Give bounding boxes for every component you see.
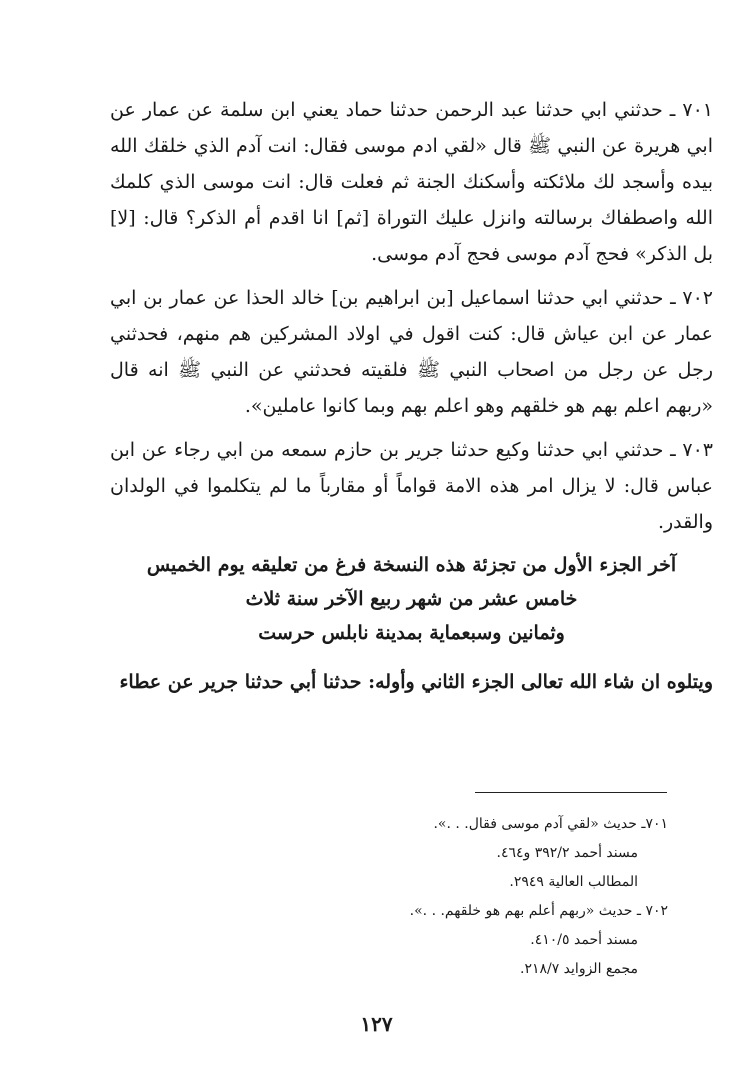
hadith-702: ٧٠٢ ـ حدثني ابي حدثنا اسماعيل [بن ابراهيم بن] خالد الحذا عن عمار بن ابي عمار عن ابن عياش قال: كنت اقول في اولاد المشركين هم منهم، فحدثني رجل عن رجل من اصحاب النبي ﷺ فلقيته فحدثني عن النبي ﷺ انه قال «ربهم اعلم بهم هو خلقهم وهو اعلم بهم وبما كانوا عاملين». <box>110 287 713 417</box>
colophon-line: خامس عشر من شهر ربيع الآخر سنة ثلاث <box>245 588 578 610</box>
footnotes <box>250 810 668 984</box>
colophon-line: وثمانين وسبعماية بمدينة نابلس حرست <box>258 622 565 644</box>
footnote-reference: المطالب العالية ٢٩٤٩. <box>509 874 638 890</box>
footnote-reference: مسند أحمد ٣٩٢/٢ و٤٦٤. <box>496 845 638 861</box>
footnote-heading: ٧٠١ـ حديث «لقي آدم موسى فقال. . .». <box>433 816 668 832</box>
page-number: ١٢٧ <box>360 1012 393 1036</box>
next-part-note: ويتلوه ان شاء الله تعالى الجزء الثاني وأوله: حدثنا أبي حدثنا جرير عن عطاء <box>119 671 713 693</box>
colophon-line: آخر الجزء الأول من تجزئة هذه النسخة فرغ من تعليقه يوم الخميس <box>146 554 677 576</box>
hadith-701: ٧٠١ ـ حدثني ابي حدثنا عبد الرحمن حدثنا حماد يعني ابن سلمة عن عمار عن ابي هريرة عن النبي ﷺ قال «لقي ادم موسى فقال: انت آدم الذي خلقك الله بيده وأسجد لك ملائكته وأسكنك الجنة ثم فعلت قال: انت موسى الذي كلمك الله واصطفاك برسالته وانزل عليك التوراة [ثم] انا اقدم أم الذكر؟ قال: [لا] بل الذكر» فحج آدم موسى فحج آدم موسى. <box>110 99 713 265</box>
colophon <box>110 548 713 650</box>
hadith-703: ٧٠٣ ـ حدثني ابي حدثنا وكيع حدثنا جرير بن حازم سمعه من ابي رجاء عن ابن عباس قال: لا يزال امر هذه الامة قواماً أو مقارباً ما لم يتكلموا في الولدان والقدر. <box>110 439 713 533</box>
footnote-heading: ٧٠٢ ـ حديث «ربهم أعلم بهم هو خلقهم. . .». <box>409 903 668 919</box>
footnote-reference: مجمع الزوايد ٢١٨/٧. <box>519 961 638 977</box>
main-text <box>110 92 713 700</box>
footnote-divider <box>475 792 667 793</box>
footnote-reference: مسند أحمد ٤١٠/٥. <box>530 932 638 948</box>
